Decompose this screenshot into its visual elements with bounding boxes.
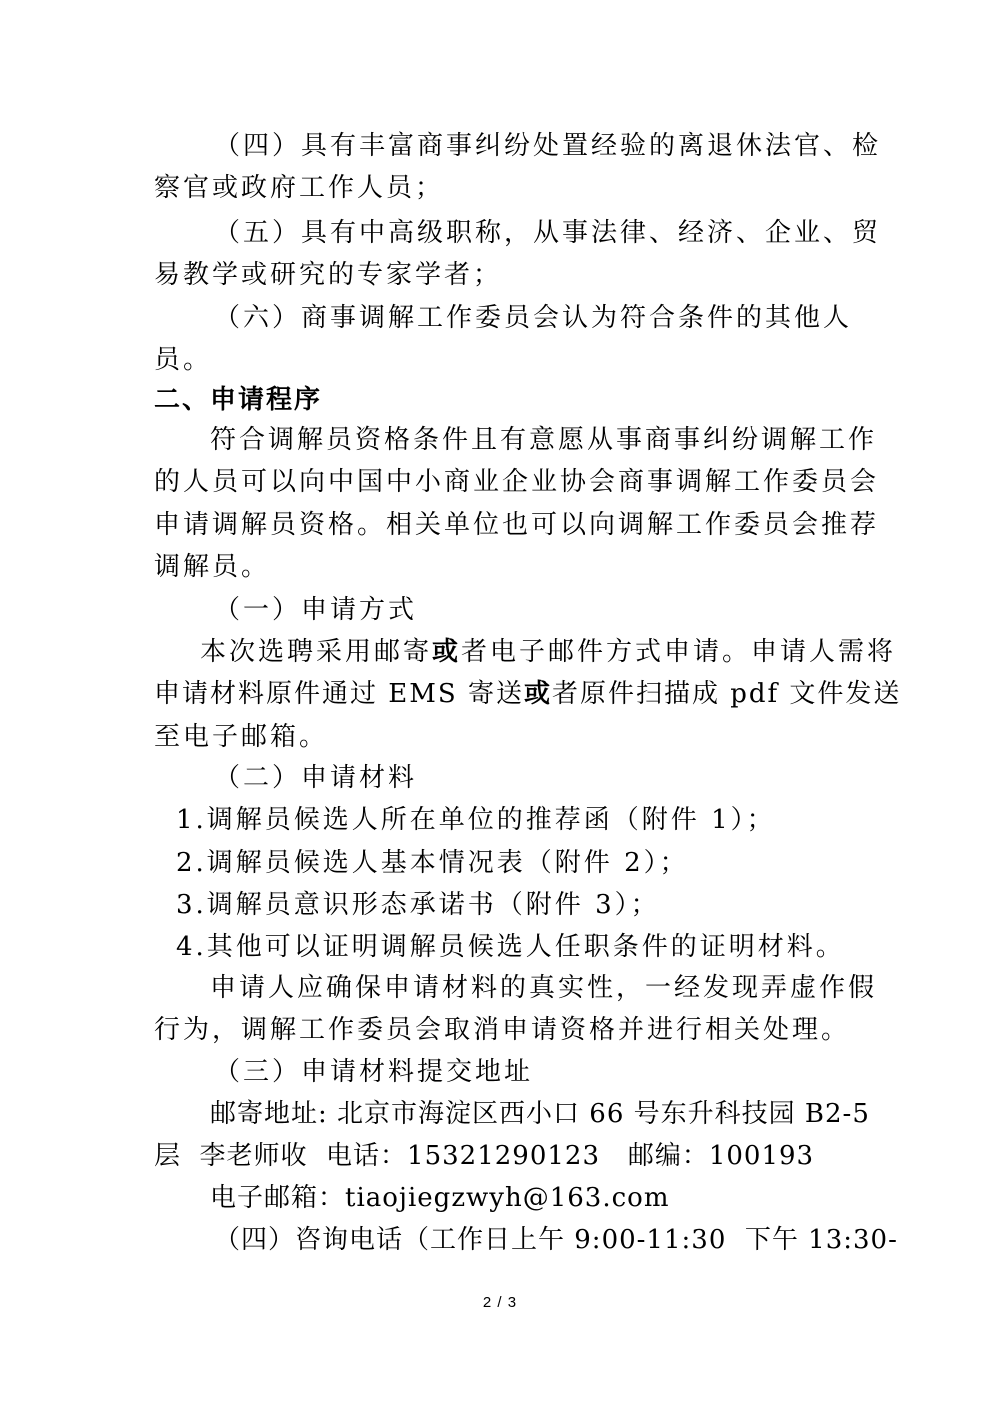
page-indicator: 2 / 3 xyxy=(482,1294,518,1311)
intro-line-2: 的人员可以向中国中小商业企业协会商事调解工作委员会 xyxy=(154,467,880,497)
method-line-1 xyxy=(200,634,896,670)
method-line-2-part-a: 申请材料原件通过 EMS 寄送 xyxy=(154,679,524,709)
sub-2-heading: （二）申请材料 xyxy=(214,763,418,793)
material-item-2: 2.调解员候选人基本情况表（附件 2）； xyxy=(176,848,689,878)
method-line-1-part-b: 者电子邮件方式申请。申请人需将 xyxy=(461,637,897,667)
email-line: 电子邮箱：tiaojiegzwyh@163.com xyxy=(210,1183,670,1213)
method-line-1-part-a: 本次选聘采用邮寄 xyxy=(200,637,433,667)
truth-line-1: 申请人应确保申请材料的真实性，一经发现弄虚作假 xyxy=(210,973,878,1003)
address-line-1: 邮寄地址: 北京市海淀区西小口 66 号东升科技园 B2-5 xyxy=(210,1099,870,1129)
material-item-4: 4.其他可以证明调解员候选人任职条件的证明材料。 xyxy=(176,932,845,962)
sub-4-heading: （四）咨询电话（工作日上午 9:00-11:30 下午 13:30- xyxy=(214,1225,898,1255)
method-line-1-or: 或 xyxy=(432,637,462,667)
material-item-1: 1.调解员候选人所在单位的推荐函（附件 1）； xyxy=(176,805,776,835)
item-4-line-2: 察官或政府工作人员； xyxy=(154,173,445,203)
item-6-line-1: （六）商事调解工作委员会认为符合条件的其他人 xyxy=(214,303,853,333)
item-5-line-2: 易教学或研究的专家学者； xyxy=(154,260,503,290)
section-2-heading: 二、申请程序 xyxy=(154,385,323,415)
item-5-line-1: （五）具有中高级职称，从事法律、经济、企业、贸 xyxy=(214,218,882,248)
truth-line-2: 行为，调解工作委员会取消申请资格并进行相关处理。 xyxy=(154,1015,851,1045)
sub-1-heading: （一）申请方式 xyxy=(214,595,418,625)
method-line-2-or: 或 xyxy=(523,679,552,709)
method-line-2 xyxy=(154,676,901,712)
item-6-line-2: 员。 xyxy=(154,345,213,375)
intro-line-4: 调解员。 xyxy=(154,552,271,582)
method-line-3: 至电子邮箱。 xyxy=(154,722,329,752)
intro-line-1: 符合调解员资格条件且有意愿从事商事纠纷调解工作 xyxy=(210,425,878,455)
material-item-3: 3.调解员意识形态承诺书（附件 3）； xyxy=(176,890,660,920)
intro-line-3: 申请调解员资格。相关单位也可以向调解工作委员会推荐 xyxy=(154,510,880,540)
item-4-line-1: （四）具有丰富商事纠纷处置经验的离退休法官、检 xyxy=(214,131,882,161)
address-line-2: 层 李老师收 电话：15321290123 邮编：100193 xyxy=(154,1141,815,1171)
sub-3-heading: （三）申请材料提交地址 xyxy=(214,1057,534,1087)
method-line-2-part-b: 者原件扫描成 pdf 文件发送 xyxy=(551,679,902,709)
